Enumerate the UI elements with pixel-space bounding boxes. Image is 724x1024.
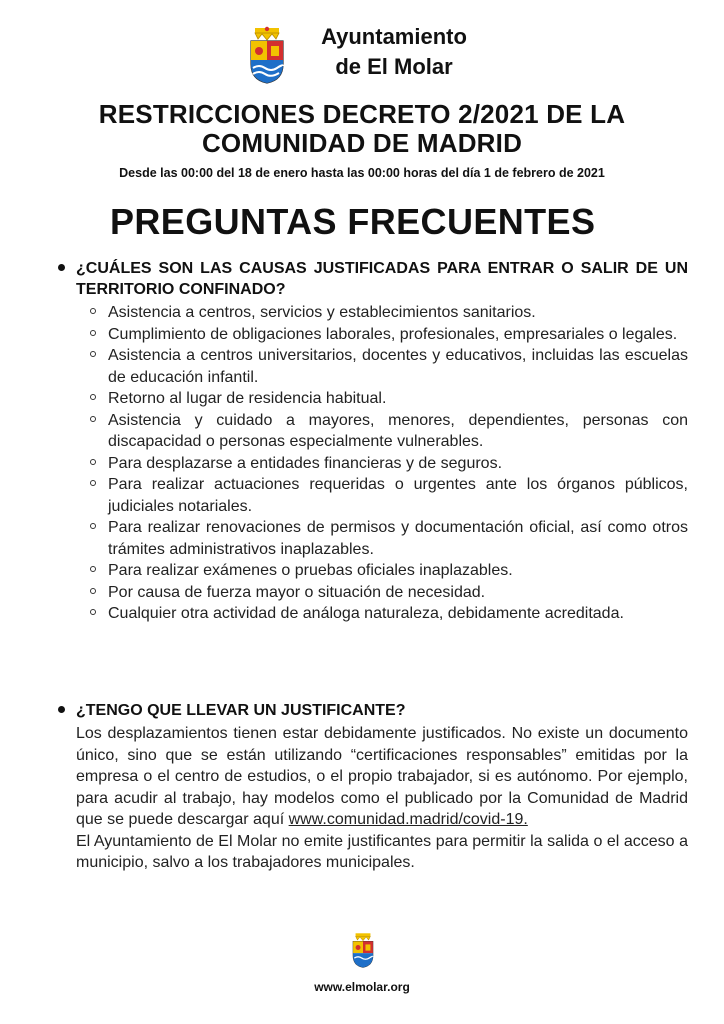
bullet-icon	[58, 706, 65, 713]
website-url[interactable]: www.elmolar.org	[314, 980, 410, 994]
title-line1: RESTRICCIONES DECRETO 2/2021 DE LA	[98, 99, 626, 129]
circle-bullet-icon	[90, 588, 96, 594]
coat-of-arms-icon	[350, 930, 376, 970]
coat-of-arms-icon	[246, 26, 288, 84]
answer-text: Asistencia a centros universitarios, docentes y educativos, incluidas las escuelas de educación infantil.	[108, 347, 688, 386]
answer-text: Cualquier otra actividad de análoga naturaleza, debidamente acreditada.	[108, 605, 624, 622]
list-item	[88, 345, 688, 388]
circle-bullet-icon	[90, 609, 96, 615]
circle-bullet-icon	[90, 394, 96, 400]
list-item	[88, 302, 688, 324]
question-2: ¿TENGO QUE LLEVAR UN JUSTIFICANTE?	[76, 702, 406, 719]
circle-bullet-icon	[90, 480, 96, 486]
answer-text: Para realizar actuaciones requeridas o urgentes ante los órganos públicos, judiciales notariales.	[108, 476, 688, 515]
list-item	[88, 410, 688, 453]
justification-paragraph	[76, 723, 688, 831]
list-item	[88, 453, 688, 475]
faq-heading: PREGUNTAS FRECUENTES	[110, 201, 596, 242]
organization-name	[294, 22, 494, 82]
answer-text: Retorno al lugar de residencia habitual.	[108, 390, 387, 407]
question-block-2	[58, 700, 688, 874]
answer-list	[58, 302, 688, 625]
question-1: ¿CUÁLES SON LAS CAUSAS JUSTIFICADAS PARA ENTRAR O SALIR DE UN TERRITORIO CONFINADO?	[76, 260, 688, 298]
list-item	[88, 388, 688, 410]
answer-text: Asistencia a centros, servicios y establecimientos sanitarios.	[108, 304, 536, 321]
town-hall-paragraph: El Ayuntamiento de El Molar no emite justificantes para permitir la salida o el acceso a municipio, salvo a los trabajadores municipales.	[76, 832, 688, 871]
answer-text: Para realizar exámenes o pruebas oficiales inaplazables.	[108, 562, 513, 579]
list-item	[88, 582, 688, 604]
circle-bullet-icon	[90, 566, 96, 572]
circle-bullet-icon	[90, 351, 96, 357]
paragraph-text: Los desplazamientos tienen estar debidamente justificados. No existe un documento único, sino que se están utilizando “certificaciones responsables” emitidas por la empresa o el centro de estudios, o el propio trabajador, si es autónomo. Por ejemplo, para acudir al trabajo, hay modelos como el publicado por la Comunidad de Madrid que se puede descargar aquí	[76, 725, 688, 828]
covid-info-link[interactable]: www.comunidad.madrid/covid-19.	[288, 811, 528, 828]
circle-bullet-icon	[90, 416, 96, 422]
org-name-line1: Ayuntamiento	[321, 24, 467, 49]
answer-text: Cumplimiento de obligaciones laborales, profesionales, empresariales o legales.	[108, 325, 678, 343]
circle-bullet-icon	[90, 308, 96, 314]
document-title	[40, 100, 684, 158]
validity-dates: Desde las 00:00 del 18 de enero hasta las 00:00 horas del día 1 de febrero de 2021	[119, 166, 605, 180]
answer-text: Asistencia y cuidado a mayores, menores, dependientes, personas con discapacidad o personas especialmente vulnerables.	[108, 411, 688, 450]
question-block-1	[58, 258, 688, 625]
header	[246, 22, 546, 92]
list-item	[88, 324, 688, 346]
answer-text: Para desplazarse a entidades financieras y de seguros.	[108, 454, 503, 472]
org-name-line2: de El Molar	[335, 54, 453, 79]
circle-bullet-icon	[90, 459, 96, 465]
title-line2: COMUNIDAD DE MADRID	[201, 128, 523, 158]
list-item	[88, 560, 688, 582]
answer-text: Por causa de fuerza mayor o situación de necesidad.	[108, 583, 486, 601]
circle-bullet-icon	[90, 523, 96, 529]
list-item	[88, 517, 688, 560]
circle-bullet-icon	[90, 330, 96, 336]
list-item	[88, 603, 688, 625]
bullet-icon	[58, 264, 65, 271]
answer-text: Para realizar renovaciones de permisos y documentación oficial, así como otros trámites administrativos inaplazables.	[108, 519, 688, 558]
list-item	[88, 474, 688, 517]
